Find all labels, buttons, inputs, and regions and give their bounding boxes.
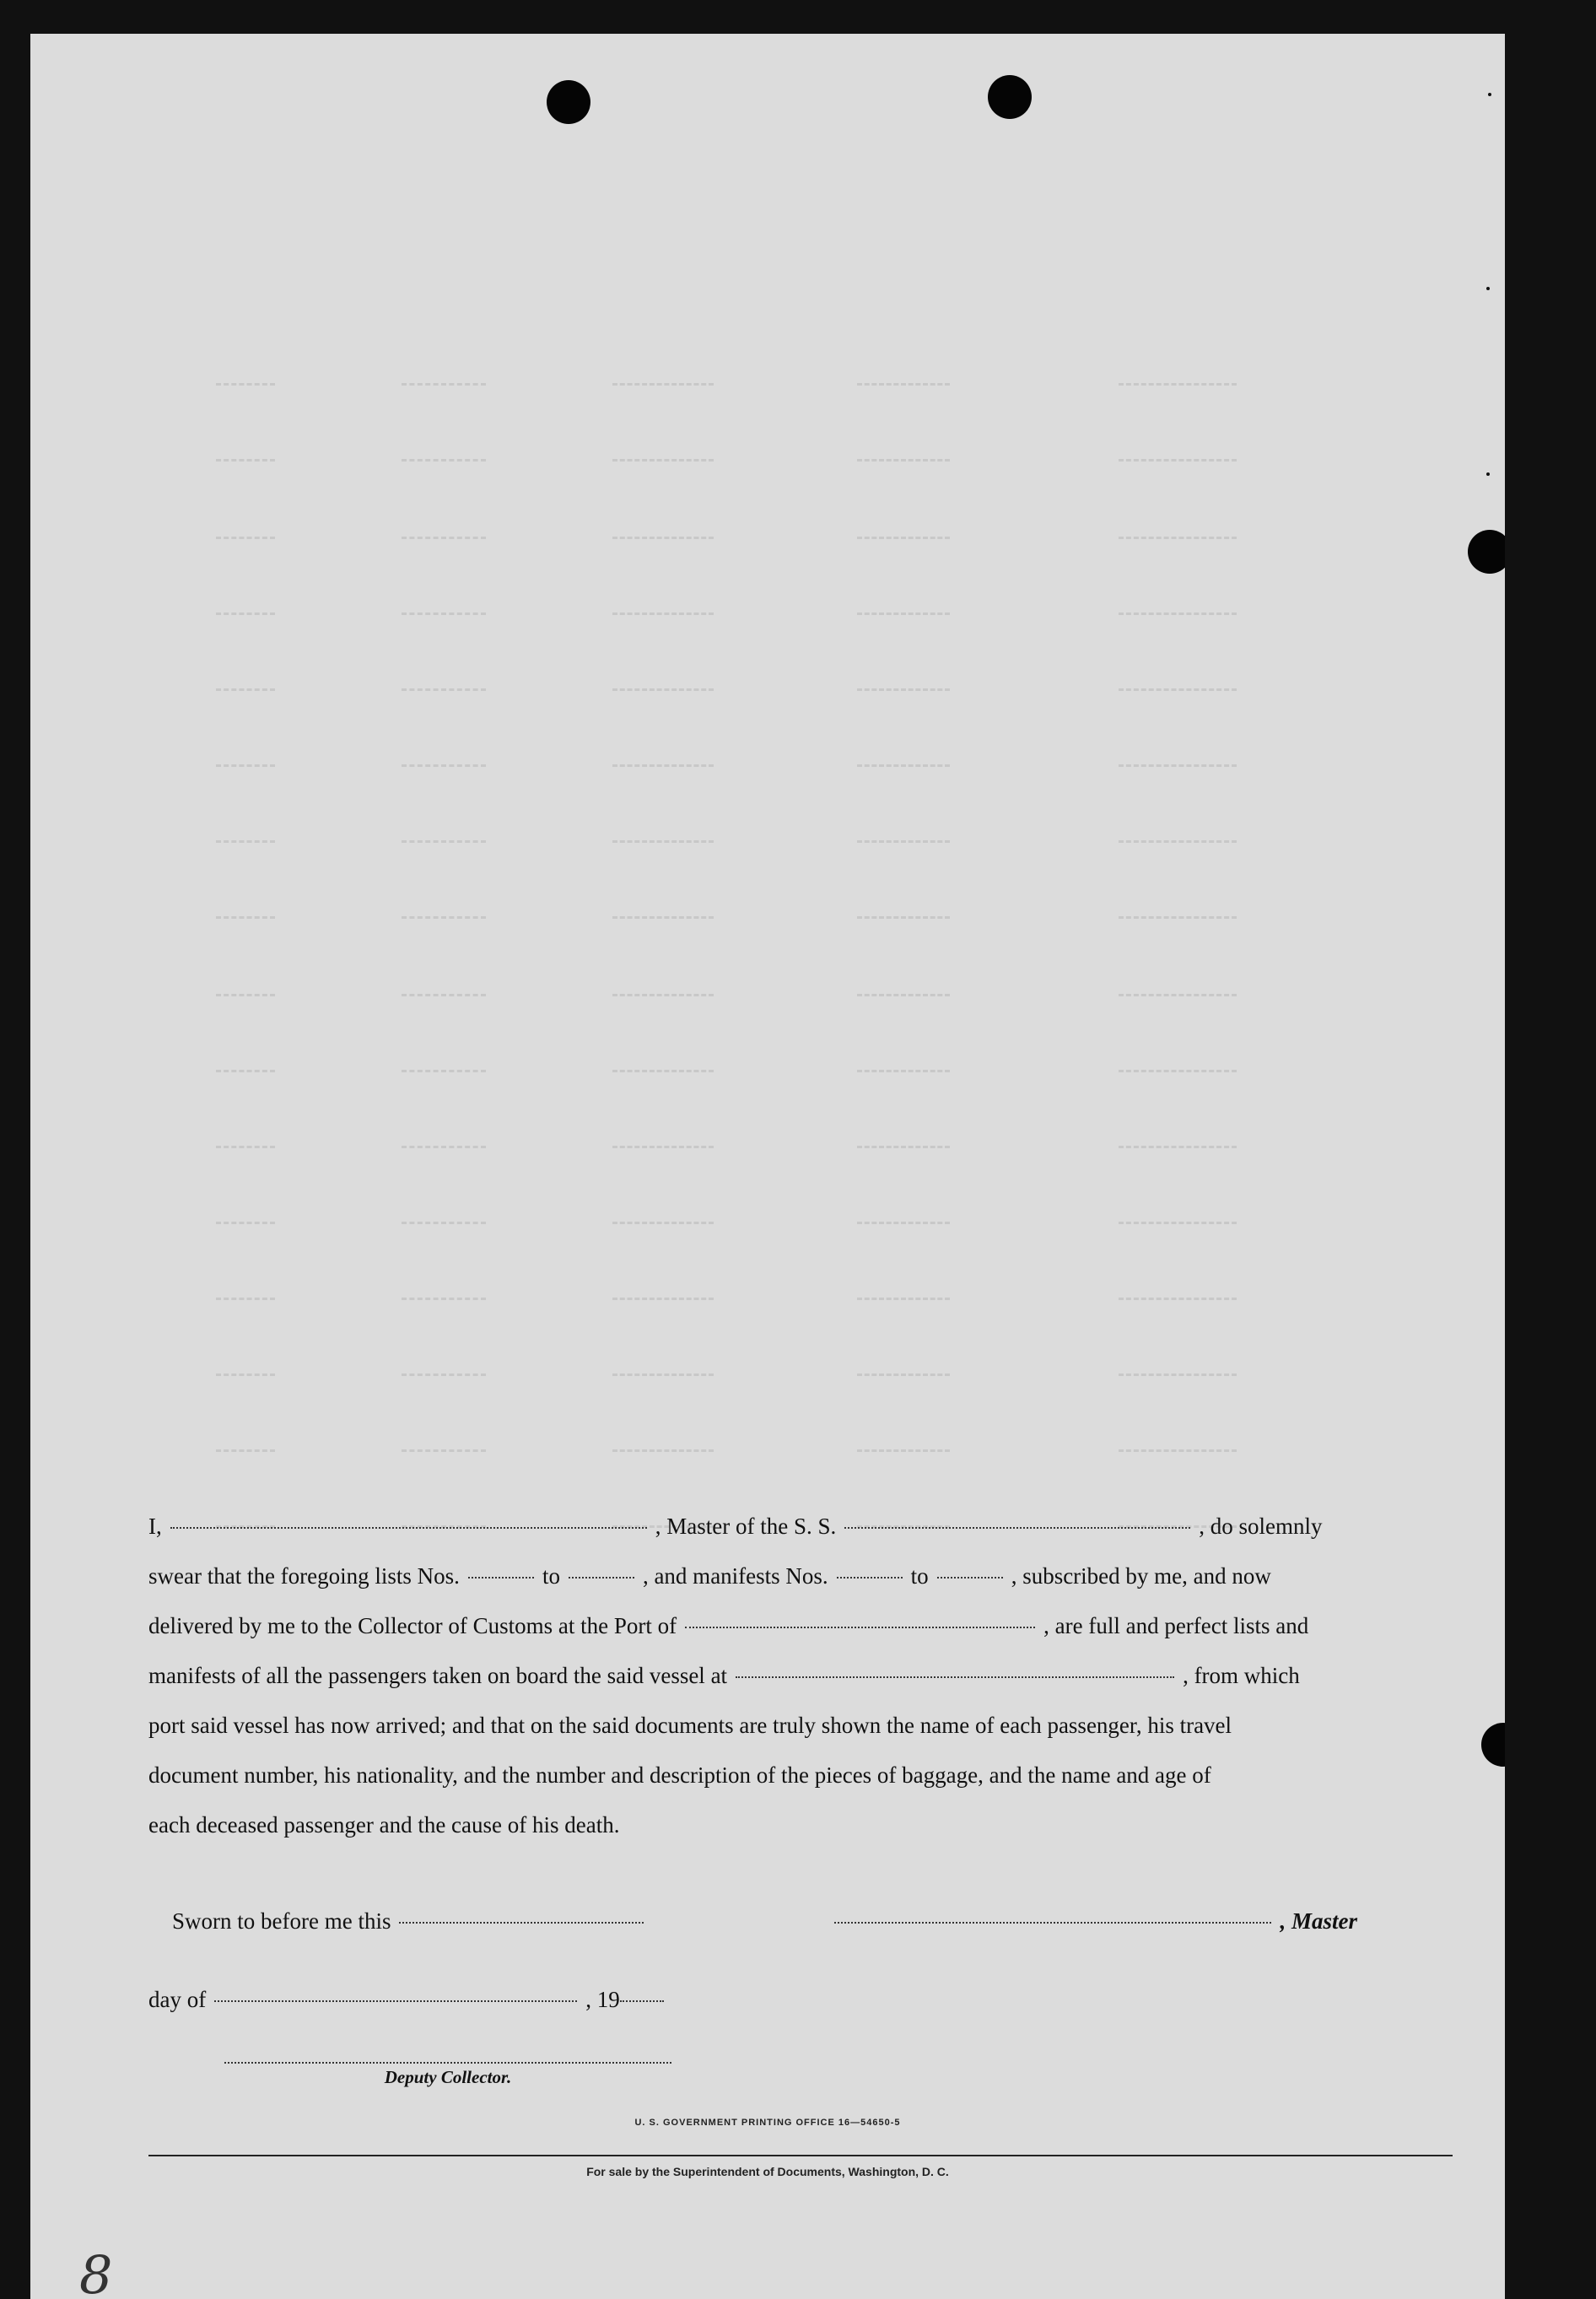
ghost-mark xyxy=(612,537,714,548)
port-field xyxy=(685,1626,1035,1628)
oath-master-of: , Master of the S. S. xyxy=(655,1514,837,1539)
speck xyxy=(1486,472,1490,476)
ghost-mark xyxy=(1119,1146,1237,1157)
deputy-signature-field xyxy=(224,2062,671,2064)
ghost-mark xyxy=(612,1298,714,1309)
oath-to-2: to xyxy=(910,1563,929,1589)
oath-line-1 xyxy=(148,1514,1453,1540)
ghost-mark xyxy=(612,613,714,623)
ghost-mark xyxy=(612,1449,714,1460)
ghost-mark xyxy=(216,459,275,470)
ghost-mark xyxy=(402,688,486,699)
speck xyxy=(1486,287,1490,290)
ghost-row xyxy=(30,1438,1505,1471)
footer-rule xyxy=(148,2155,1453,2156)
ghost-row xyxy=(30,677,1505,710)
oath-text-7: each deceased passenger and the cause of his death. xyxy=(148,1812,620,1838)
ghost-row xyxy=(30,525,1505,559)
ghost-mark xyxy=(612,1146,714,1157)
day-of-text: day of xyxy=(148,1987,207,2012)
ghost-mark xyxy=(216,1146,275,1157)
ghost-mark xyxy=(402,764,486,775)
ghost-row xyxy=(30,982,1505,1016)
day-of-line xyxy=(148,1987,1453,2013)
ghost-mark xyxy=(857,459,950,470)
ghost-mark xyxy=(216,1070,275,1081)
ghost-mark xyxy=(1119,537,1237,548)
oath-line-5 xyxy=(148,1713,1453,1739)
ghost-mark xyxy=(1119,1298,1237,1309)
ghost-mark xyxy=(1119,613,1237,623)
ghost-mark xyxy=(402,1298,486,1309)
handwritten-page-number: 8 xyxy=(79,2244,113,2299)
punch-hole xyxy=(547,80,590,124)
oath-subscribed: , subscribed by me, and now xyxy=(1011,1563,1271,1589)
ghost-mark xyxy=(612,688,714,699)
oath-i: I, xyxy=(148,1514,162,1539)
sworn-line xyxy=(172,1908,1453,1935)
ghost-mark xyxy=(612,1222,714,1233)
ghost-mark xyxy=(402,537,486,548)
oath-delivered: delivered by me to the Collector of Customs at the Port of xyxy=(148,1613,677,1638)
ghost-mark xyxy=(402,1146,486,1157)
ghost-mark xyxy=(216,994,275,1005)
ghost-mark xyxy=(216,613,275,623)
ghost-row xyxy=(30,1362,1505,1395)
oath-text-6: document number, his nationality, and the number and description of the pieces of baggage, and the name and age of xyxy=(148,1762,1211,1788)
master-label: , Master xyxy=(1280,1908,1357,1934)
ghost-mark xyxy=(216,688,275,699)
ghost-mark xyxy=(1119,840,1237,851)
ghost-row xyxy=(30,371,1505,405)
oath-do-solemnly: , do solemnly xyxy=(1199,1514,1323,1539)
ghost-row xyxy=(30,904,1505,938)
ghost-mark xyxy=(402,1449,486,1460)
ghost-mark xyxy=(402,383,486,394)
oath-text-5: port said vessel has now arrived; and that on the said documents are truly shown the name of each passenger, his travel xyxy=(148,1713,1232,1738)
ghost-mark xyxy=(857,1222,950,1233)
oath-swear: swear that the foregoing lists Nos. xyxy=(148,1563,460,1589)
manifests-from-field xyxy=(837,1576,903,1579)
ghost-mark xyxy=(1119,1222,1237,1233)
manifests-to-field xyxy=(937,1576,1003,1579)
bleed-through-text xyxy=(30,34,1505,2299)
ghost-mark xyxy=(402,840,486,851)
ghost-mark xyxy=(1119,916,1237,927)
ghost-row xyxy=(30,601,1505,634)
ghost-mark xyxy=(402,613,486,623)
oath-manifests-all: manifests of all the passengers taken on board the said vessel at xyxy=(148,1663,728,1688)
speck xyxy=(1488,93,1491,96)
ghost-mark xyxy=(216,1449,275,1460)
ghost-mark xyxy=(857,1449,950,1460)
lists-to-field xyxy=(569,1576,634,1579)
ghost-mark xyxy=(612,764,714,775)
master-name-field xyxy=(170,1526,647,1529)
oath-line-3 xyxy=(148,1613,1453,1639)
ghost-mark xyxy=(1119,1070,1237,1081)
sworn-text: Sworn to before me this xyxy=(172,1908,391,1934)
year-prefix: , 19 xyxy=(585,1987,620,2012)
lists-from-field xyxy=(468,1576,534,1579)
punch-hole xyxy=(1468,530,1505,574)
ghost-mark xyxy=(857,1373,950,1384)
ghost-mark xyxy=(857,383,950,394)
ghost-mark xyxy=(612,1070,714,1081)
for-sale-note: For sale by the Superintendent of Documents, Washington, D. C. xyxy=(586,2165,949,2178)
ghost-mark xyxy=(612,383,714,394)
ghost-mark xyxy=(216,383,275,394)
form-page xyxy=(30,34,1505,2299)
ghost-row xyxy=(30,1210,1505,1244)
ghost-mark xyxy=(402,916,486,927)
ghost-mark xyxy=(216,1298,275,1309)
ghost-row xyxy=(30,447,1505,481)
ghost-mark xyxy=(857,764,950,775)
ghost-mark xyxy=(612,840,714,851)
ghost-mark xyxy=(612,1373,714,1384)
oath-full-perfect: , are full and perfect lists and xyxy=(1043,1613,1309,1638)
oath-line-4 xyxy=(148,1663,1453,1689)
ghost-mark xyxy=(857,916,950,927)
ghost-mark xyxy=(216,537,275,548)
ghost-row xyxy=(30,753,1505,786)
ghost-mark xyxy=(857,613,950,623)
punch-hole xyxy=(1481,1723,1505,1767)
ghost-mark xyxy=(216,1222,275,1233)
oath-to-1: to xyxy=(542,1563,560,1589)
oath-and-manifests: , and manifests Nos. xyxy=(642,1563,828,1589)
ghost-mark xyxy=(612,916,714,927)
ghost-mark xyxy=(857,1298,950,1309)
ghost-row xyxy=(30,1058,1505,1092)
ghost-mark xyxy=(402,1222,486,1233)
master-signature-field xyxy=(834,1921,1271,1924)
deputy-collector-label: Deputy Collector. xyxy=(384,2067,512,2087)
ghost-mark xyxy=(402,1373,486,1384)
ghost-mark xyxy=(1119,994,1237,1005)
ghost-mark xyxy=(402,994,486,1005)
ghost-mark xyxy=(1119,459,1237,470)
ghost-mark xyxy=(216,916,275,927)
ghost-mark xyxy=(1119,1449,1237,1460)
ghost-mark xyxy=(857,994,950,1005)
oath-line-7 xyxy=(148,1812,1453,1838)
oath-line-2 xyxy=(148,1563,1453,1589)
sworn-date-field xyxy=(399,1921,644,1924)
ghost-mark xyxy=(857,688,950,699)
ghost-mark xyxy=(612,459,714,470)
ghost-mark xyxy=(216,764,275,775)
ghost-mark xyxy=(1119,688,1237,699)
ghost-mark xyxy=(1119,1373,1237,1384)
vessel-name-field xyxy=(844,1526,1190,1529)
ghost-mark xyxy=(857,840,950,851)
ghost-mark xyxy=(857,537,950,548)
oath-from-which: , from which xyxy=(1183,1663,1300,1688)
ghost-mark xyxy=(857,1146,950,1157)
ghost-mark xyxy=(857,1070,950,1081)
year-field xyxy=(620,1999,664,2002)
oath-line-6 xyxy=(148,1762,1453,1789)
ghost-row xyxy=(30,1286,1505,1319)
ghost-mark xyxy=(1119,764,1237,775)
month-field xyxy=(214,1999,577,2002)
punch-hole xyxy=(988,75,1032,119)
ghost-row xyxy=(30,828,1505,862)
ghost-mark xyxy=(402,1070,486,1081)
printing-office-imprint: U. S. GOVERNMENT PRINTING OFFICE 16—54650-5 xyxy=(634,2118,901,2128)
ghost-mark xyxy=(612,994,714,1005)
ghost-mark xyxy=(1119,383,1237,394)
departure-port-field xyxy=(736,1676,1174,1678)
ghost-mark xyxy=(216,1373,275,1384)
ghost-mark xyxy=(216,840,275,851)
ghost-mark xyxy=(402,459,486,470)
ghost-row xyxy=(30,1134,1505,1168)
